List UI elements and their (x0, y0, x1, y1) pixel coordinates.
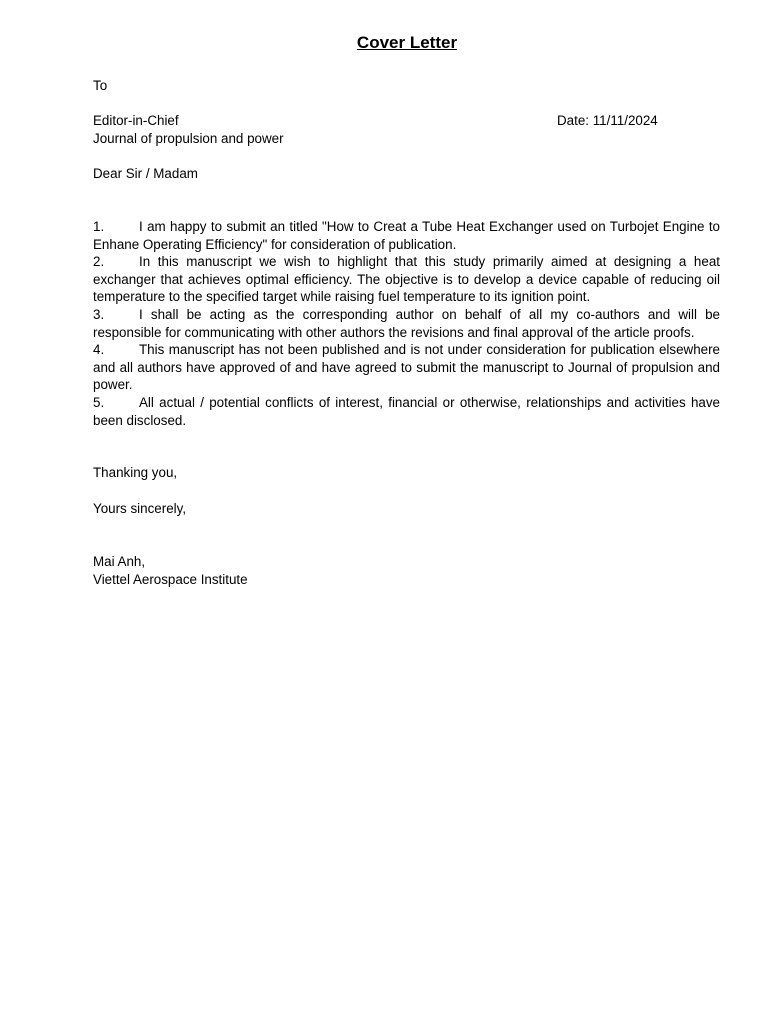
signature-block (93, 553, 720, 588)
letter-title: Cover Letter (356, 33, 458, 52)
numbered-list (93, 218, 720, 429)
recipient-journal: Journal of propulsion and power (93, 130, 284, 146)
letter-date: Date: 11/11/2024 (557, 113, 658, 128)
list-item (93, 218, 720, 253)
list-item-text: I am happy to submit an titled "How to Creat a Tube Heat Exchanger used on Turbojet Engine to Enhane Operating Efficiency" for consideration of publication. (93, 219, 720, 252)
list-item (93, 394, 720, 429)
list-item-text: I shall be acting as the corresponding author on behalf of all my co-authors and will be responsible for communicating with other authors the revisions and final approval of the article proofs. (93, 306, 720, 340)
list-item (93, 306, 720, 341)
list-item (93, 253, 720, 306)
list-item-text: All actual / potential conflicts of interest, financial or otherwise, relationships and activities have been disclosed. (93, 394, 720, 428)
thanks-line: Thanking you, (93, 465, 178, 480)
signer-affiliation: Viettel Aerospace Institute (93, 571, 248, 587)
list-item-number: 5. (93, 394, 105, 410)
salutation: Dear Sir / Madam (93, 166, 198, 181)
list-item-text: In this manuscript we wish to highlight that this study primarily aimed at designing a heat exchanger that achieves optimal efficiency. The objective is to develop a device capable of reducing oil temperature to the specified target while raising fuel temperature to its ignition point. (93, 254, 720, 305)
list-item (93, 341, 720, 394)
list-item-number: 3. (93, 306, 105, 322)
list-item-number: 4. (93, 342, 105, 358)
list-item-number: 1. (93, 219, 105, 234)
recipient-role: Editor-in-Chief (93, 113, 179, 128)
signer-name: Mai Anh, (93, 554, 146, 569)
list-item-number: 2. (93, 254, 105, 270)
to-label: To (93, 78, 108, 93)
closing-line: Yours sincerely, (93, 501, 187, 516)
list-item-text: This manuscript has not been published and is not under consideration for publication elsewhere and all authors have approved of and have agreed to submit the manuscript to Journal of propulsion and power. (93, 342, 720, 393)
